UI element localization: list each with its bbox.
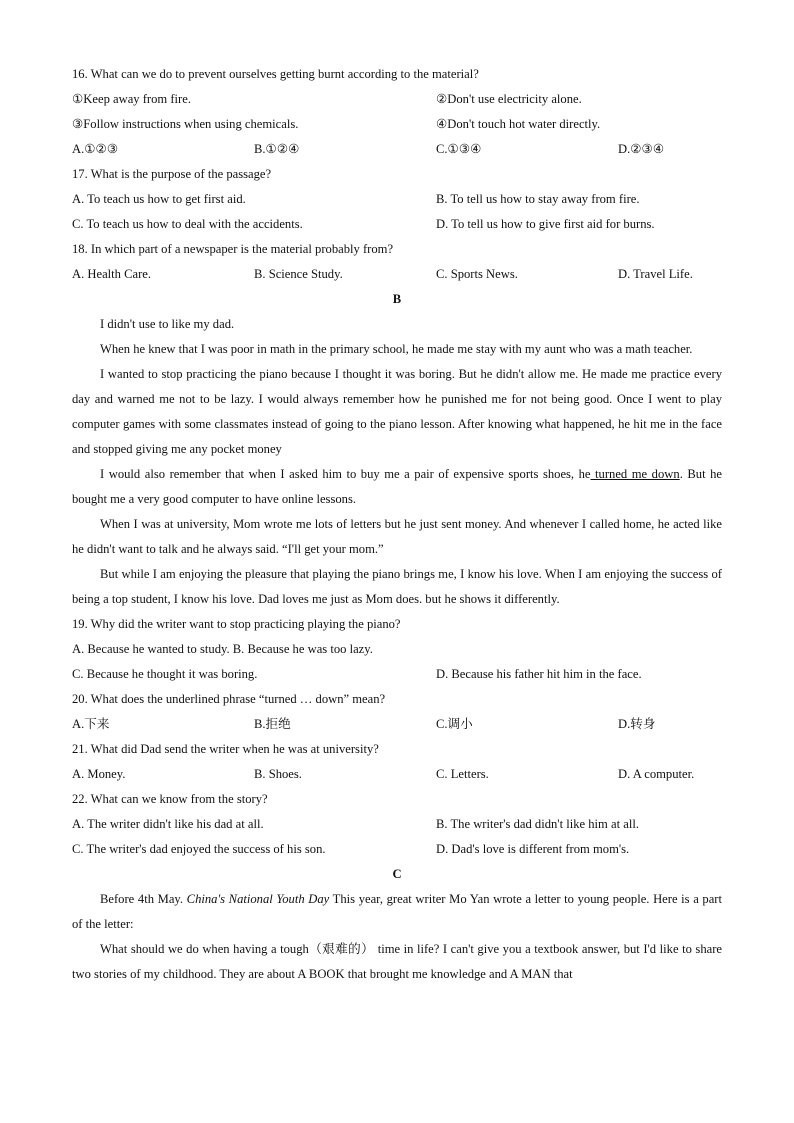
q18-options — [72, 262, 722, 287]
q19-options-row-2 — [72, 662, 722, 687]
p4-text-before: I would also remember that when I asked him to buy me a pair of expensive sports shoes, he — [100, 467, 591, 481]
question-19: 19. Why did the writer want to stop practicing playing the piano? — [72, 617, 401, 631]
passage-b-paragraph-5: When I was at university, Mom wrote me lots of letters but he just sent money. And whenever I called home, he acted like he didn't want to talk and he always said. “I'll get your mom.” — [72, 517, 722, 556]
q20-options — [72, 712, 722, 737]
q21-options — [72, 762, 722, 787]
q16-option-c: C.①③④ — [436, 142, 482, 156]
q16-item-4: ④Don't touch hot water directly. — [436, 117, 601, 131]
passage-b-paragraph-3: I wanted to stop practicing the piano because I thought it was boring. But he didn't allow me. He made me practice every day and warned me not to be lazy. I would always remember how he punished me for not being good. Once I went to play computer games with some classmates instead of going to the piano lesson. After knowing what happened, he hit me in the face and stopped giving me any pocket money — [72, 367, 722, 456]
underlined-phrase: turned me down — [590, 467, 680, 481]
q16-items-row-1 — [72, 87, 722, 112]
q17-option-d: D. To tell us how to give first aid for burns. — [436, 217, 655, 231]
question-16: 16. What can we do to prevent ourselves getting burnt according to the material? — [72, 67, 479, 81]
q19-option-ab: A. Because he wanted to study. B. Because he was too lazy. — [72, 642, 373, 656]
q20-option-b: B.拒绝 — [254, 717, 291, 731]
passage-b-paragraph-4 — [72, 462, 722, 512]
q22-option-c: C. The writer's dad enjoyed the success of his son. — [72, 842, 326, 856]
p4-text-after: . But he bought me a very good computer to have online lessons. — [72, 467, 722, 506]
q18-option-d: D. Travel Life. — [618, 267, 693, 281]
q20-option-d: D.转身 — [618, 717, 656, 731]
q19-option-c: C. Because he thought it was boring. — [72, 667, 258, 681]
document-page — [72, 62, 722, 987]
q17-option-b: B. To tell us how to stay away from fire. — [436, 192, 640, 206]
q21-option-d: D. A computer. — [618, 767, 695, 781]
q16-option-b: B.①②④ — [254, 142, 300, 156]
passage-b-paragraph-2: When he knew that I was poor in math in the primary school, he made me stay with my aunt who was a math teacher. — [100, 342, 693, 356]
q18-option-b: B. Science Study. — [254, 267, 343, 281]
passage-b-paragraph-1: I didn't use to like my dad. — [100, 317, 235, 331]
q21-option-c: C. Letters. — [436, 767, 489, 781]
q16-option-d: D.②③④ — [618, 142, 665, 156]
c-p1-italic: China's National Youth Day — [186, 892, 330, 906]
c-p1-after: This year, great writer Mo Yan wrote a letter to young people. Here is a part of the letter: — [72, 892, 722, 931]
question-17: 17. What is the purpose of the passage? — [72, 167, 272, 181]
q16-items-row-2 — [72, 112, 722, 137]
q16-options — [72, 137, 722, 162]
q17-options-row-1 — [72, 187, 722, 212]
q21-option-b: B. Shoes. — [254, 767, 302, 781]
q16-item-1: ①Keep away from fire. — [72, 92, 191, 106]
q22-option-d: D. Dad's love is different from mom's. — [436, 842, 630, 856]
section-b-heading: B — [392, 292, 402, 306]
q22-options-row-2 — [72, 837, 722, 862]
q22-option-a: A. The writer didn't like his dad at all. — [72, 817, 264, 831]
passage-c-paragraph-1 — [72, 887, 722, 937]
question-18: 18. In which part of a newspaper is the material probably from? — [72, 242, 394, 256]
passage-b-paragraph-6: But while I am enjoying the pleasure that playing the piano brings me, I know his love. When I am enjoying the success of being a top student, I know his love. Dad loves me just as Mom does. but he shows it differently. — [72, 567, 722, 606]
question-21: 21. What did Dad send the writer when he was at university? — [72, 742, 379, 756]
q17-option-a: A. To teach us how to get first aid. — [72, 192, 246, 206]
q16-item-2: ②Don't use electricity alone. — [436, 92, 582, 106]
q18-option-c: C. Sports News. — [436, 267, 518, 281]
section-c-heading: C — [392, 867, 402, 881]
q22-option-b: B. The writer's dad didn't like him at all. — [436, 817, 639, 831]
q17-option-c: C. To teach us how to deal with the accidents. — [72, 217, 303, 231]
q20-option-c: C.调小 — [436, 717, 473, 731]
q16-option-a: A.①②③ — [72, 142, 119, 156]
q18-option-a: A. Health Care. — [72, 267, 152, 281]
passage-c-paragraph-2: What should we do when having a tough（艰难的） time in life? I can't give you a textbook answer, but I'd like to share two stories of my childhood. They are about A BOOK that brought me knowledge and A MAN that — [72, 942, 722, 981]
q16-item-3: ③Follow instructions when using chemicals. — [72, 117, 299, 131]
question-22: 22. What can we know from the story? — [72, 792, 268, 806]
q21-option-a: A. Money. — [72, 767, 126, 781]
c-p1-before: Before 4th May. — [100, 892, 187, 906]
q17-options-row-2 — [72, 212, 722, 237]
question-20: 20. What does the underlined phrase “turned … down” mean? — [72, 692, 386, 706]
q20-option-a: A.下来 — [72, 717, 110, 731]
q22-options-row-1 — [72, 812, 722, 837]
q19-option-d: D. Because his father hit him in the face. — [436, 667, 642, 681]
